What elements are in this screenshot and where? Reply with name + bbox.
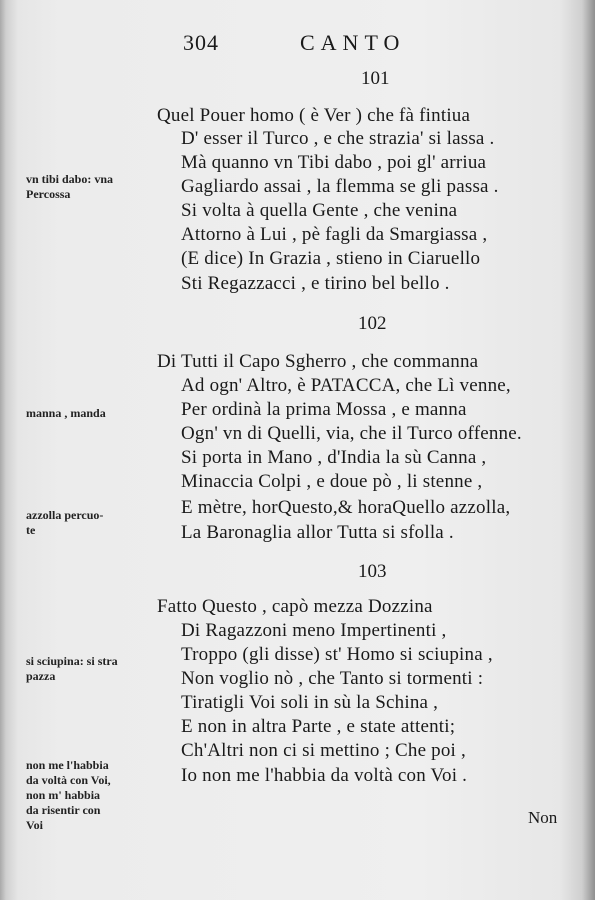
verse-line: Ogn' vn di Quelli, via, che il Turco offenne.	[181, 423, 522, 444]
verse-line: Si volta à quella Gente , che venina	[181, 200, 458, 221]
verse-line: Io non me l'habbia da voltà con Voi .	[181, 765, 468, 786]
verse-line: (E dice) In Grazia , stieno in Ciaruello	[181, 248, 481, 269]
verse-line: Troppo (gli disse) st' Homo si sciupina ,	[181, 644, 493, 665]
verse-line: Fatto Questo , capò mezza Dozzina	[157, 596, 433, 617]
margin-note-line: te	[26, 523, 36, 537]
margin-note-line: Percossa	[26, 187, 71, 201]
verse-line: Di Tutti il Capo Sgherro , che commanna	[157, 351, 479, 372]
verse-line: Gagliardo assai , la flemma se gli passa .	[181, 176, 499, 197]
verse-line: Sti Regazzacci , e tirino bel bello .	[181, 273, 450, 294]
verse-line: Minaccia Colpi , e doue pò , li stenne ,	[181, 471, 483, 492]
stanza-number: 101	[361, 68, 390, 89]
margin-note-line: pazza	[26, 669, 56, 683]
margin-note-line: da voltà con Voi,	[26, 773, 111, 787]
stanza-number: 102	[358, 313, 387, 334]
verse-line: Di Ragazzoni meno Impertinenti ,	[181, 620, 447, 641]
stanza-number: 103	[358, 561, 387, 582]
verse-line: E mètre, horQuesto,& horaQuello azzolla,	[181, 497, 511, 518]
verse-line: Tiratigli Voi soli in sù la Schina ,	[181, 692, 439, 713]
margin-note-line: non me l'habbia	[26, 758, 109, 772]
verse-line: D' esser il Turco , e che strazia' si lassa .	[181, 128, 495, 149]
margin-note-line: manna , manda	[26, 406, 106, 420]
margin-note-line: non m' habbia	[26, 788, 101, 802]
verse-line: Quel Pouer homo ( è Ver ) che fà fintiua	[157, 105, 471, 126]
margin-note-line: Voi	[26, 818, 43, 832]
verse-line: E non in altra Parte , e state attenti;	[181, 716, 456, 737]
verse-line: Per ordinà la prima Mossa , e manna	[181, 399, 467, 420]
running-head: CANTO	[300, 30, 406, 55]
margin-note-line: si sciupina: si stra	[26, 654, 118, 668]
margin-note-line: vn tibi dabo: vna	[26, 172, 114, 186]
verse-line: Non voglio nò , che Tanto si tormenti :	[181, 668, 484, 689]
verse-line: La Baronaglia allor Tutta si sfolla .	[181, 522, 454, 543]
margin-note-line: da risentir con	[26, 803, 101, 817]
margin-note-line: azzolla percuo-	[26, 508, 104, 522]
verse-line: Mà quanno vn Tibi dabo , poi gl' arriua	[181, 152, 487, 173]
verse-line: Ad ogn' Altro, è PATACCA, che Lì venne,	[181, 375, 511, 396]
page-header	[0, 30, 595, 60]
verse-line: Ch'Altri non ci si mettino ; Che poi ,	[181, 740, 466, 761]
catchword: Non	[528, 808, 558, 827]
verse-line: Attorno à Lui , pè fagli da Smargiassa ,	[181, 224, 488, 245]
page-number: 304	[183, 30, 219, 55]
verse-line: Si porta in Mano , d'India la sù Canna ,	[181, 447, 487, 468]
